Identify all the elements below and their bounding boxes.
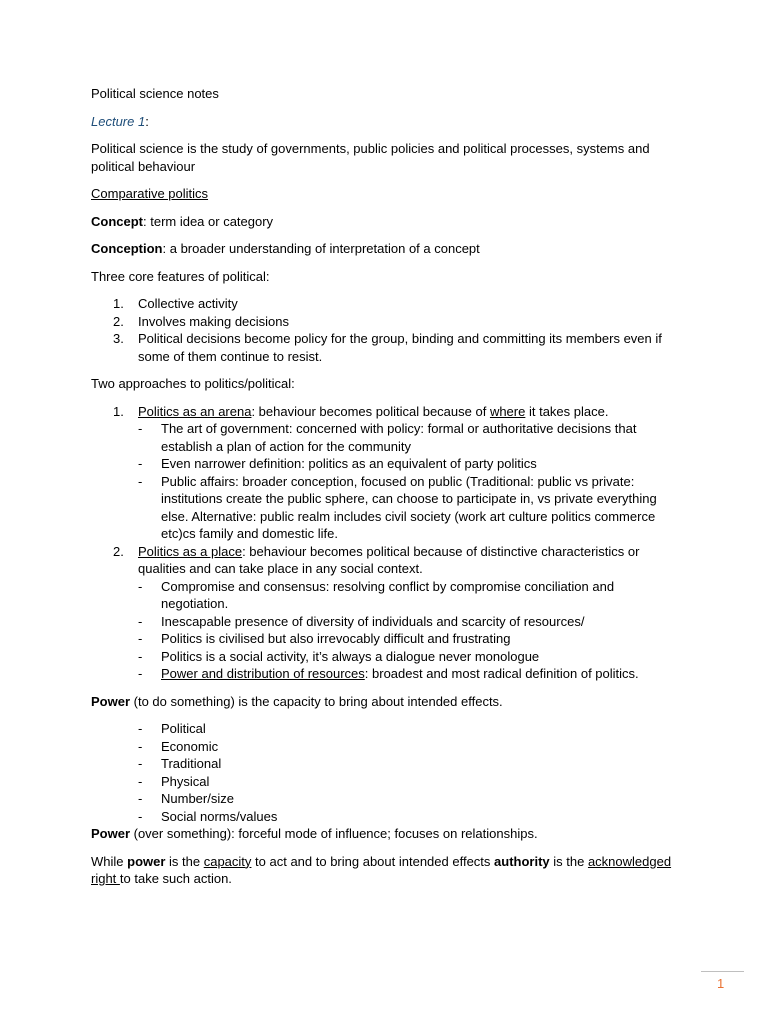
power-over-paragraph: Power (over something): forceful mode of influence; focuses on relationships.	[91, 826, 538, 841]
list-item: - Politics is civilised but also irrevocably difficult and frustrating	[138, 631, 511, 646]
lecture-label: Lecture 1	[91, 113, 146, 129]
conception-text: : a broader understanding of interpretation of a concept	[162, 241, 480, 256]
list-item: - Social norms/values	[138, 808, 278, 824]
concept-text: : term idea or category	[143, 213, 274, 229]
list-item: 3. Political decisions become policy for the group, binding and committing its members even if some of them continue to resist.	[113, 331, 662, 364]
list-item: - The art of government: concerned with policy: formal or authoritative decisions that establish a plan of action for the community	[138, 421, 637, 454]
power-capacity-paragraph: Power (to do something) is the capacity to bring about intended effects.	[91, 693, 503, 709]
approaches-intro: Two approaches to politics/political:	[91, 376, 295, 391]
list-item: - Public affairs: broader conception, focused on public (Traditional: public vs private: institutions create the public sphere, can choose to participate in, vs private everything else. Alternative: public realm includes civil society (work art culture politics commerce etc)cs family and domestic life.	[138, 473, 657, 541]
power-word: power	[127, 853, 166, 869]
page-number: 1	[717, 976, 725, 991]
where-word: where	[489, 403, 526, 419]
document-body	[91, 85, 681, 898]
place-term: Politics as a place	[138, 543, 243, 559]
list-item: - Political	[138, 721, 206, 736]
definition-paragraph: Political science is the study of governments, public policies and political processes, systems and political behaviour	[91, 141, 650, 174]
arena-term: Politics as an arena	[138, 403, 252, 419]
core-features-list	[91, 295, 681, 365]
list-item: - Power and distribution of resources: broadest and most radical definition of politics.	[138, 666, 639, 681]
power-authority-paragraph: While power is the capacity to act and to bring about intended effects authority is the acknowledged right to take such action.	[91, 853, 672, 886]
list-item: - Physical	[138, 773, 210, 789]
list-item: - Economic	[138, 738, 219, 754]
concept-term: Concept	[91, 213, 143, 229]
document-title: Political science notes	[91, 86, 219, 101]
list-item: - Traditional	[138, 756, 222, 771]
list-item: 1. Collective activity	[113, 296, 238, 311]
power-distribution-term: Power and distribution of resources	[161, 666, 365, 681]
core-features-intro: Three core features of political:	[91, 268, 270, 284]
list-item: - Number/size	[138, 791, 234, 806]
acknowledged-right-phrase: acknowledged right	[91, 853, 672, 886]
list-item-approach-place: 2. Politics as a place: behaviour becomes political because of distinctive characteristics or qualities and can take place in any social context. - Compromise and consensus: resolving conflict by compromise conciliation and negotiation. - Inescapable presence of diversity of individuals and scarcity of resources/ - Politics is civilised but also irrevocably difficult and frustrating - Politics is a social activity, it’s always a dialogue never monologue - Power and distribution of resources: broadest and most radical definition of politics.	[91, 543, 681, 683]
list-item: - Politics is a social activity, it’s always a dialogue never monologue	[138, 648, 540, 664]
footer-divider	[701, 971, 744, 972]
conception-definition	[91, 240, 681, 258]
list-item-approach-arena: 1. Politics as an arena: behaviour becomes political because of where it takes place. - The art of government: concerned with policy: formal or authoritative decisions that establish a plan of action for the community - Even narrower definition: politics as an equivalent of party politics - Public affairs: broader conception, focused on public (Traditional: public vs private: institutions create the public sphere, can choose to participate in, vs private everything else. Alternative: public realm includes civil society (work art culture politics commerce etc)cs family and domestic life.	[91, 403, 681, 543]
place-sublist	[138, 578, 681, 683]
approaches-list	[91, 403, 681, 683]
power-term: Power	[91, 693, 131, 709]
power-term: Power	[91, 826, 131, 841]
section-heading	[91, 185, 681, 203]
lecture-colon: :	[145, 113, 149, 129]
arena-sublist	[138, 420, 681, 543]
conception-term: Conception	[91, 241, 163, 256]
list-item: - Compromise and consensus: resolving conflict by compromise conciliation and negotiation.	[138, 578, 615, 611]
section-heading-text: Comparative politics	[91, 186, 209, 201]
power-types-list	[91, 720, 681, 825]
authority-word: authority	[494, 853, 550, 869]
capacity-word: capacity	[203, 853, 252, 869]
list-item: - Inescapable presence of diversity of individuals and scarcity of resources/	[138, 613, 585, 629]
lecture-heading	[91, 113, 681, 131]
concept-definition	[91, 213, 681, 231]
list-item: 2. Involves making decisions	[113, 313, 290, 329]
list-item: - Even narrower definition: politics as an equivalent of party politics	[138, 456, 537, 471]
